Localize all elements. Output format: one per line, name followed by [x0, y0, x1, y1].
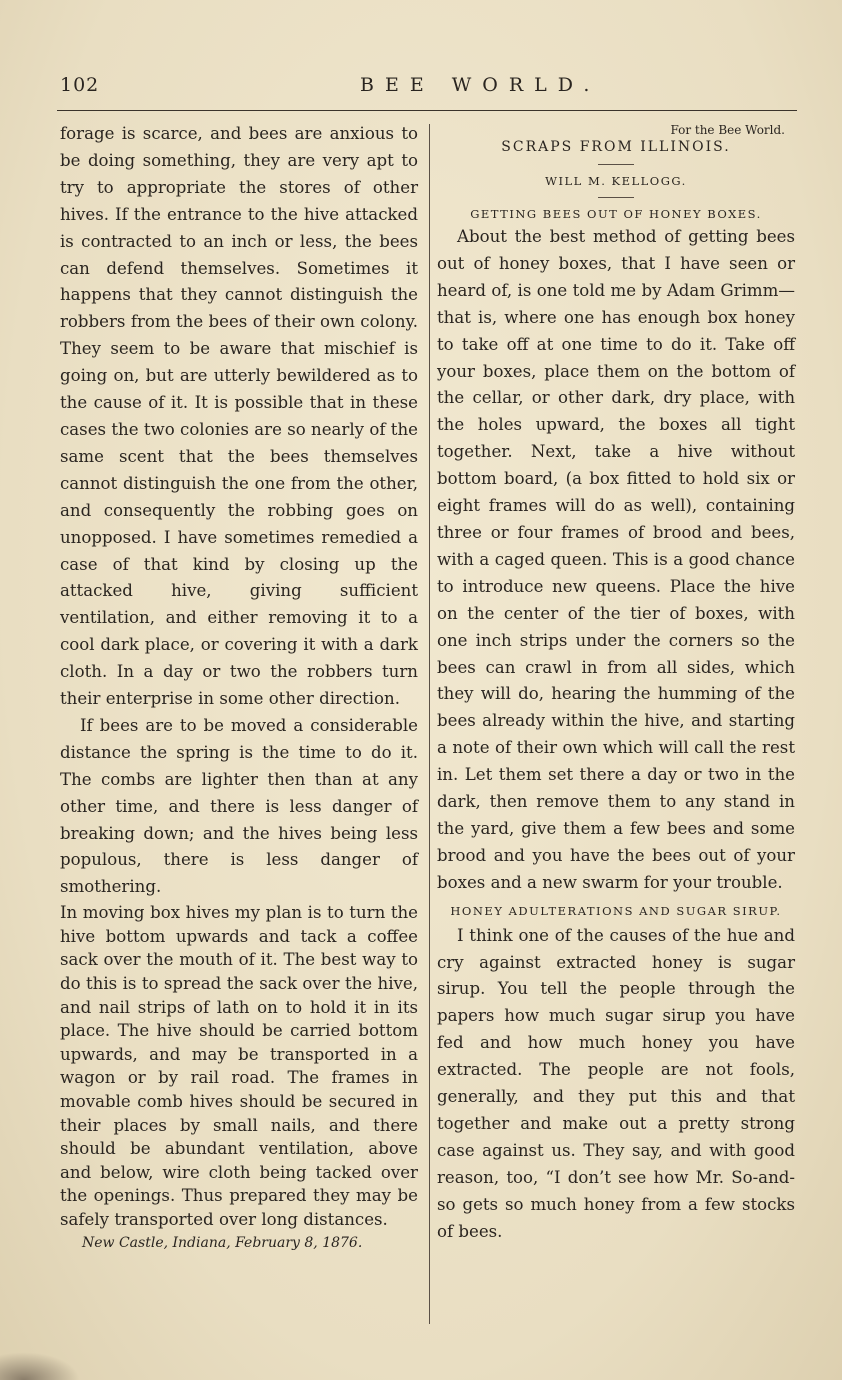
scan-smudge [0, 1352, 80, 1380]
article-title: SCRAPS FROM ILLINOIS. [501, 139, 731, 155]
article-signoff: New Castle, Indiana, February 8, 1876. [82, 1234, 363, 1251]
section-heading-adulterations: HONEY ADULTERATIONS AND SUGAR SIRUP. [450, 903, 782, 918]
running-title: BEE WORLD. [360, 74, 601, 96]
left-paragraph-3: In moving box hives my plan is to turn the hive bottom upwards and tack a coffee sack over the mouth of it. The best way to do this is to spread the sack over the hive, and nail strips of lath on to hold it in its place. The hive should be carried bottom upwards, and may be transported in a wagon or by rail road. The frames in movable comb hives should be secured in their places by small nails, and there should be abundant ventilation, above and below, wire cloth being tacked over the openings. Thus prepared they may be safely transported over long distances. [60, 903, 418, 1229]
article-author: WILL M. KELLOGG. [545, 174, 687, 188]
article-credit: For the Bee World. [670, 123, 785, 137]
right-column [437, 116, 795, 1246]
section-heading-getting-bees: GETTING BEES OUT OF HONEY BOXES. [470, 207, 762, 221]
header-rule [57, 110, 797, 111]
left-column [60, 121, 418, 1254]
right-paragraph-1: About the best method of getting bees out of honey boxes, that I have seen or heard of, is one told me by Adam Grimm—that is, where one has enough box honey to take off at one time to do it. Take off your boxes, place them on the bottom of the cellar, or other dark, dry place, with the holes upward, the boxes all tight together. Next, take a hive without bottom board, (a box fitted to hold six or eight frames will do as well), containing three or four frames of brood and bees, with a caged queen. This is a good chance to introduce new queens. Place the hive on the center of the tier of boxes, with one inch strips under the corners so the bees can crawl in from all sides, which they will do, hearing the humming of the bees already within the hive, and starting a note of their own which will call the rest in. Let them set there a day or two in the dark, then remove them to any stand in the yard, give them a few bees and some brood and you have the bees out of your boxes and a new swarm for your trouble. [437, 227, 795, 892]
page-number: 102 [60, 74, 100, 96]
title-rule [598, 164, 634, 165]
right-paragraph-2: I think one of the causes of the hue and cry against extracted honey is sugar sirup. You tell the people through the papers how much sugar sirup you have fed and how much honey you have extracted. The people are not fools, generally, and they put this and that together and make out a pretty strong case against us. They say, and with good reason, too, “I don’t see how Mr. So-and-so gets so much honey from a few stocks of bees. [437, 925, 795, 1241]
left-paragraph-2: If bees are to be moved a considerable distance the spring is the time to do it. The combs are lighter then than at any other time, and there is less danger of breaking down; and the hives being less populous, there is less danger of smothering. [60, 715, 418, 897]
left-paragraph-1: forage is scarce, and bees are anxious to be doing something, they are very apt to try to appropriate the stores of other hives. If the entrance to the hive attacked is contracted to an inch or less, the bees can defend themselves. Sometimes it happens that they cannot distinguish the robbers from the bees of their own colony. They seem to be aware that mischief is going on, but are utterly bewildered as to the cause of it. It is possible that in these cases the two colonies are so nearly of the same scent that the bees themselves cannot distinguish the one from the other, and consequently the robbing goes on unopposed. I have sometimes remedied a case of that kind by closing up the attacked hive, giving sufficient ventilation, and either removing it to a cool dark place, or covering it with a dark cloth. In a day or two the robbers turn their enterprise in some other direction. [60, 124, 418, 709]
author-rule [598, 197, 634, 198]
page-header [60, 74, 795, 104]
column-divider [429, 124, 430, 1324]
